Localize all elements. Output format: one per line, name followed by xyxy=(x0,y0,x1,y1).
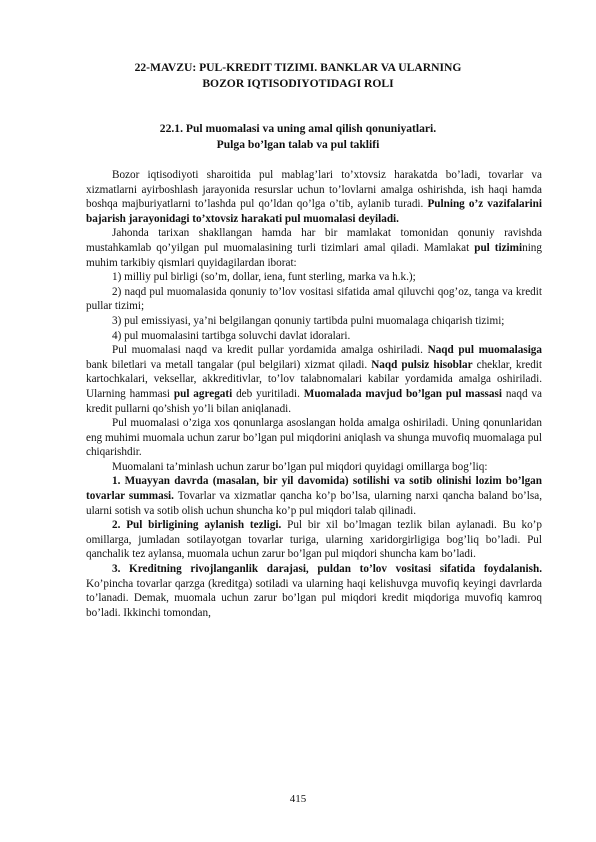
paragraph-2 xyxy=(86,226,542,270)
paragraph-6-bold: 1. Muayyan davrda (masalan, bir yil davomida) sotilishi va sotib olinishi lozim bo’lgan tovarlar summasi. xyxy=(86,475,542,503)
list-item: 1) milliy pul birligi (so’m, dollar, iena, funt sterling, marka va h.k.); xyxy=(112,271,416,284)
paragraph-2-text-end: ning muhim tarkibiy qismlari quyidagilardan iborat: xyxy=(86,241,542,269)
section-title-line-1: 22.1. Pul muomalasi va uning amal qilish qonuniyatlari. xyxy=(159,122,437,135)
paragraph-6 xyxy=(86,474,542,518)
paragraph-3-text: naqd va kredit pullarni qo’shish yo’li bilan aniqlanadi. xyxy=(86,387,542,415)
paragraph-3-text: deb yuritiladi. xyxy=(232,387,304,400)
paragraph-4: Pul muomalasi o’ziga xos qonunlarga asoslangan holda amalga oshiriladi. Uning qonunlaridan eng muhimi muomala uchun zarur bo’lgan pul miqdorini aniqlash va shunga muvofiq muomalaga pul chiqarishdir. xyxy=(86,417,542,459)
chapter-title xyxy=(70,60,526,92)
paragraph-8-bold: 3. Kreditning rivojlanganlik darajasi, puldan to’lov vositasi sifatida foydalanish. xyxy=(112,563,542,576)
paragraph-6-text: Tovarlar va xizmatlar qancha ko’p bo’lsa, ularning narxi qancha baland bo’lsa, ularni sotish va sotib olish uchun shuncha ko’p pul miqdori talab qilinadi. xyxy=(86,490,542,517)
paragraph-1-bold: Pulning o’z vazifalarini bajarish jarayonidagi to’xtovsiz harakati pul muomalasi deyiladi. xyxy=(86,198,542,225)
paragraph-3-bold: pul agregati xyxy=(173,387,233,400)
chapter-title-line-1: 22-MAVZU: PUL-KREDIT TIZIMI. BANKLAR VA ULARNING xyxy=(134,61,462,74)
section-title xyxy=(70,121,526,153)
paragraph-3-bold: Naqd pul muomalasiga xyxy=(427,344,542,357)
paragraph-7-bold: 2. Pul birligining aylanish tezligi. xyxy=(112,519,282,532)
paragraph-3-text: cheklar, kredit kartochkalari, veksellar, akkreditivlar, to’lov talabnomalari kabilar yordamida amalga oshiriladi. Ularning hammasi xyxy=(86,358,543,400)
paragraph-7 xyxy=(86,518,542,562)
paragraph-1 xyxy=(86,168,542,226)
paragraph-2-bold: pul tizimi xyxy=(474,241,523,254)
paragraph-3-text: bank biletlari va metall tangalar (pul belgilari) xizmat qiladi. xyxy=(86,358,372,371)
list-item: 3) pul emissiyasi, ya’ni belgilangan qonuniy tartibda pulni muomalaga chiqarish tizimi; xyxy=(112,314,505,327)
paragraph-5: Muomalani ta’minlash uchun zarur bo’lgan pul miqdori quyidagi omillarga bog’liq: xyxy=(112,460,488,473)
paragraph-8 xyxy=(86,562,542,620)
list-item: 2) naqd pul muomalasida qonuniy to’lov vositasi sifatida amal qiluvchi qog’oz, tanga va kredit pullar tizimi; xyxy=(86,285,542,313)
paragraph-3-bold: Muomalada mavjud bo’lgan pul massasi xyxy=(303,387,502,400)
chapter-title-line-2: BOZOR IQTISODIYOTIDAGI ROLI xyxy=(202,77,394,90)
paragraph-8-text: Ko’pincha tovarlar qarzga (kreditga) sotiladi va ularning haqi kelishuvga muvofiq keyingi davrlarda to’lanadi. Demak, muomala uchun zarur bo’lgan pul miqdori kredit miqdoriga muvofiq kamroq bo’ladi. Ikkinchi tomondan, xyxy=(86,577,542,619)
page-number: 415 xyxy=(289,793,307,805)
list-item: 4) pul muomalasini tartibga soluvchi davlat idoralari. xyxy=(112,329,351,342)
body-text xyxy=(86,168,542,620)
section-title-line-2: Pulga bo’lgan talab va pul taklifi xyxy=(216,138,380,151)
paragraph-3 xyxy=(86,343,542,416)
paragraph-2-text: Jahonda tarixan shakllangan hamda har bir mamlakat tomonidan qonuniy ravishda mustahkamlab qo’yilgan pul muomalasining turli tizimlari amal qiladi. Mamlakat xyxy=(86,227,542,254)
paragraph-3-bold: Naqd pulsiz hisoblar xyxy=(371,358,473,371)
paragraph-1-text: Bozor iqtisodiyoti sharoitida pul mablag’lari to’xtovsiz harakatda bo’ladi, tovarlar va xizmatlarni ayirboshlash jarayonida resurslar uchun to’lovlarni amalga oshirishda, ish haqi hamda boshqa majburiyatlarni to’lashda pul qo’ldan qo’lga o’tib, aylanib turadi. xyxy=(86,169,542,211)
paragraph-7-text: Pul bir xil bo’lmagan tezlik bilan aylanadi. Bu ko’p omillarga, jumladan sotilayotgan tovarlar turiga, ularning xaridorgirligiga bog’liq bo’ladi. Pul qanchalik tez aylansa, muomala uchun zarur bo’lgan pul miqdori shuncha kam bo’ladi. xyxy=(86,519,542,561)
paragraph-3-text: Pul muomalasi naqd va kredit pullar yordamida amalga oshiriladi. xyxy=(112,344,428,357)
